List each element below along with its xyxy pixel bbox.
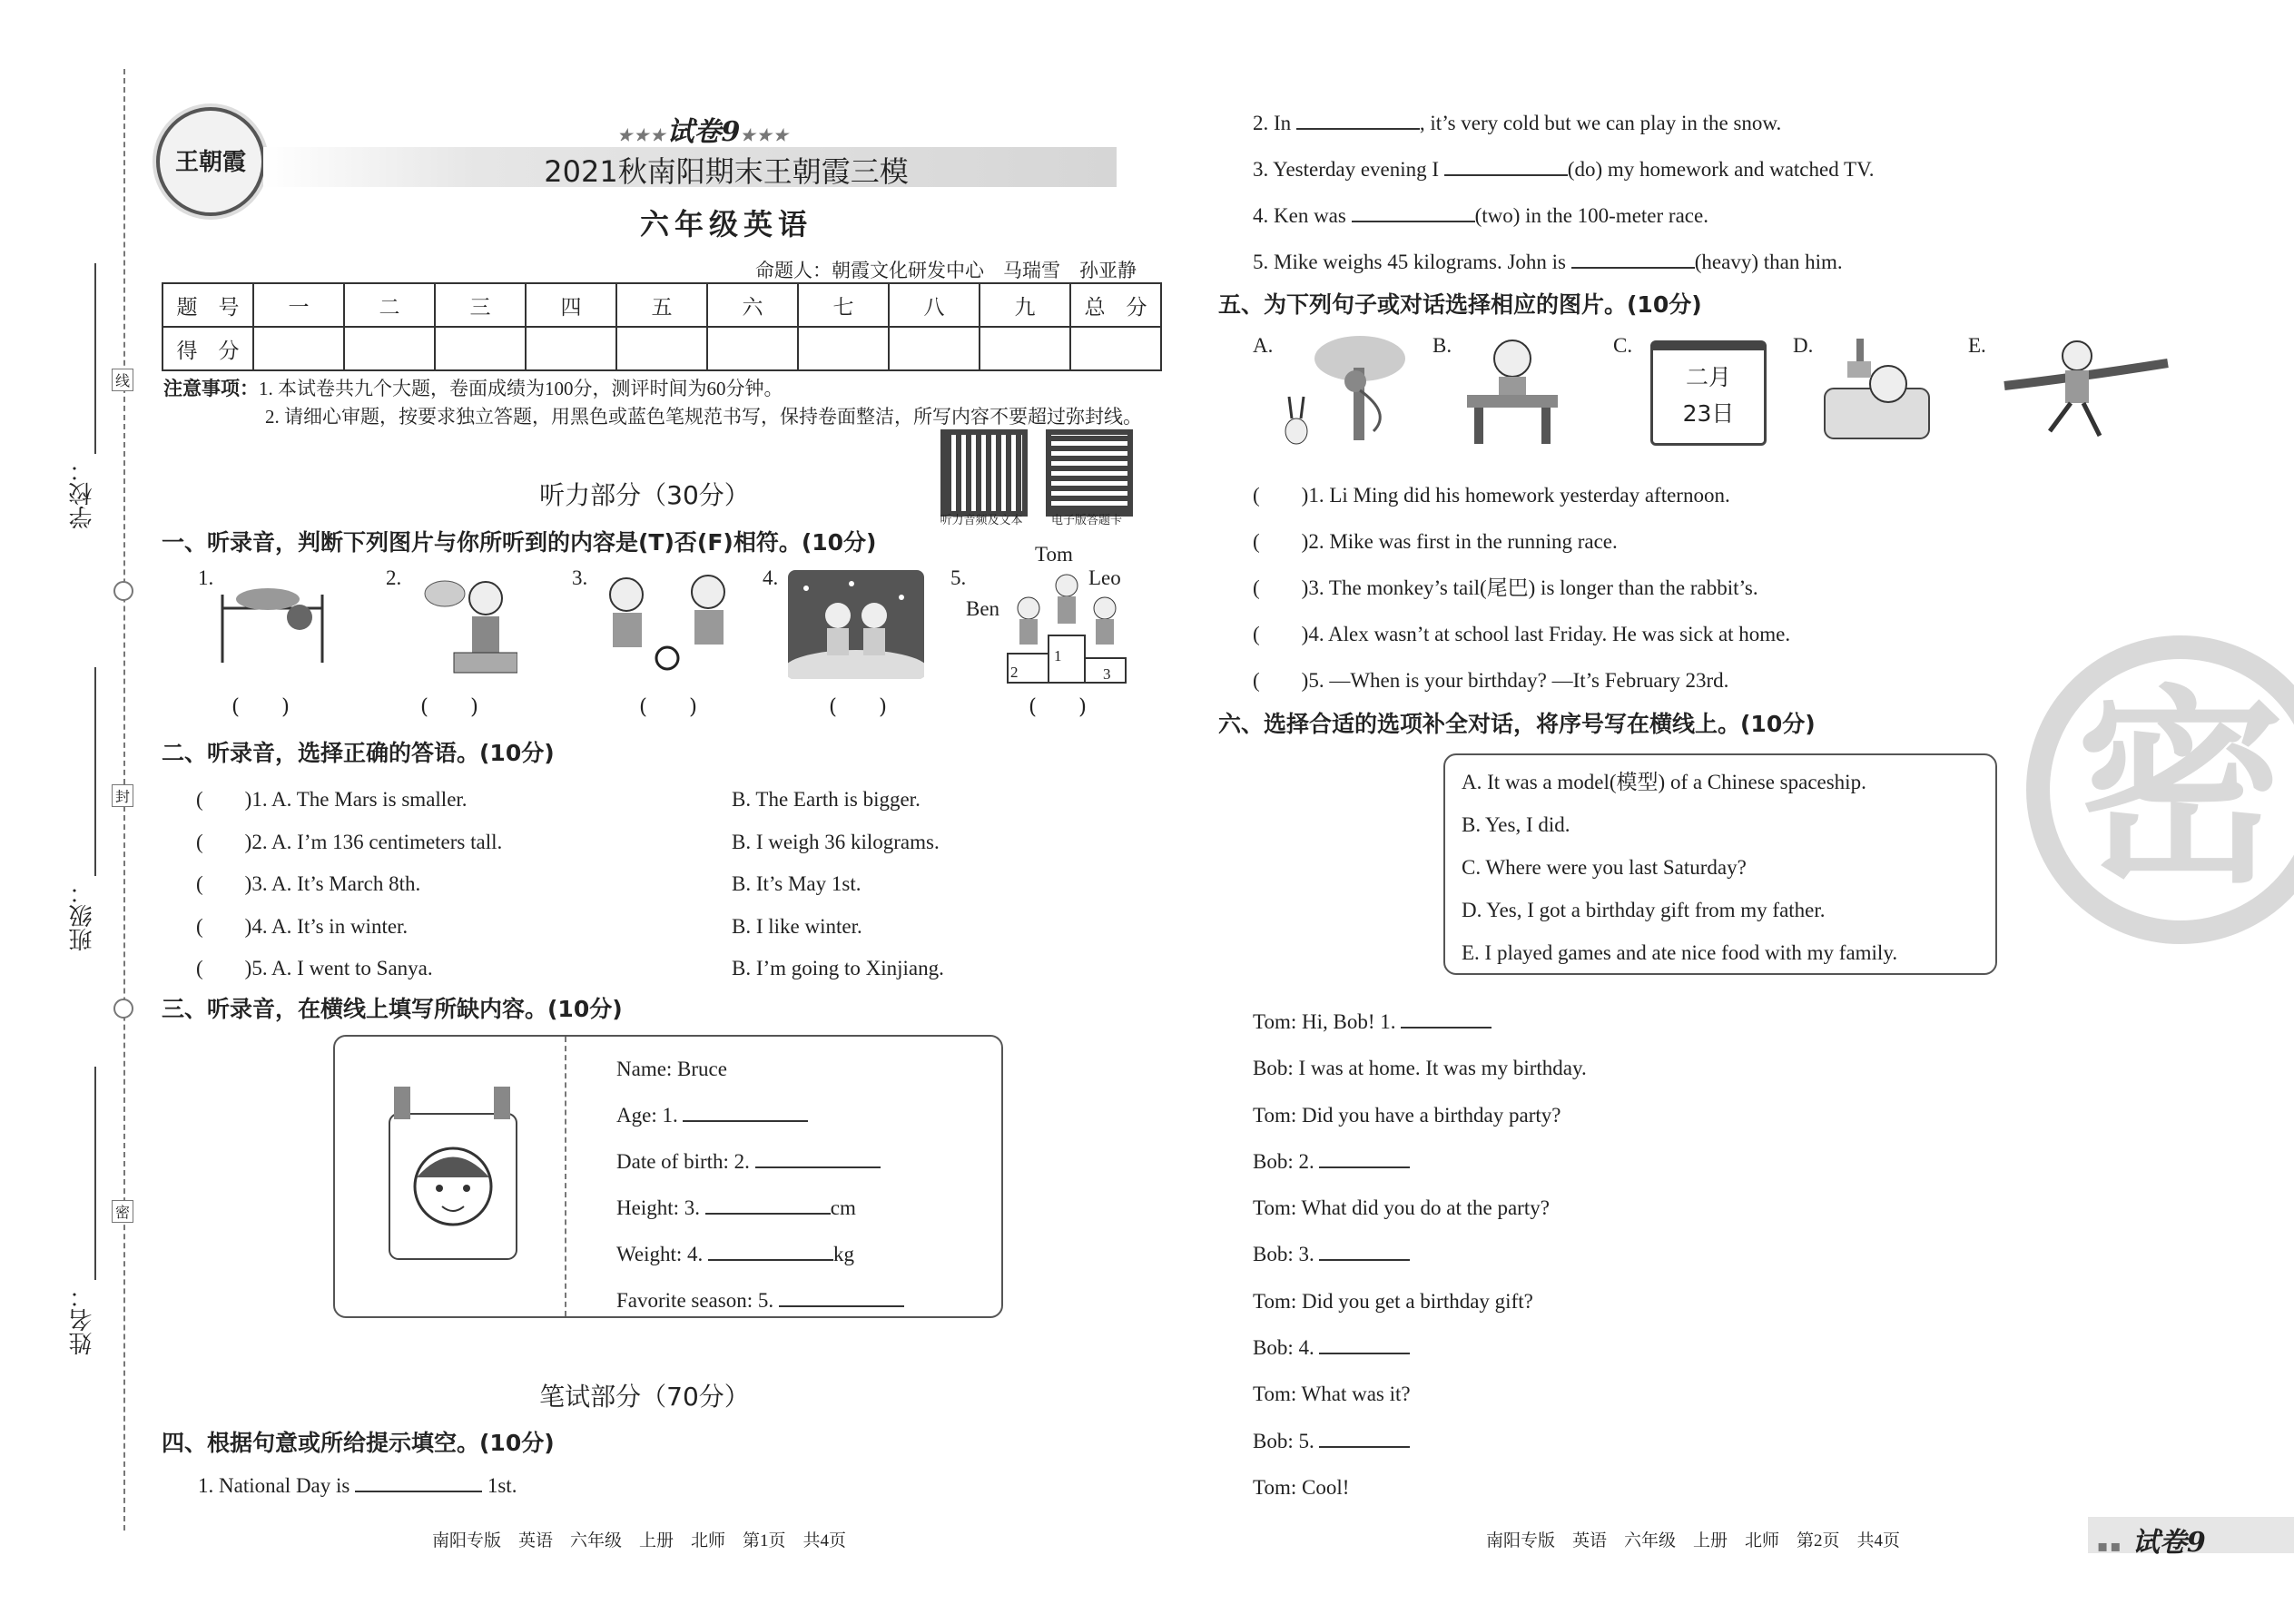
score-cell: 三 xyxy=(435,283,526,327)
dialog-text: Tom: Hi, Bob! 1. xyxy=(1253,1010,1396,1033)
footer-left: 南阳专版 英语 六年级 上册 北师 第1页 共4页 xyxy=(432,1531,847,1550)
qr-code-answer[interactable] xyxy=(1046,429,1133,517)
star-icon: ★★★ xyxy=(617,126,667,145)
sec4-q4-tail: (two) in the 100-meter race. xyxy=(1474,204,1708,227)
high-jump-picture xyxy=(213,563,331,672)
footer-tag xyxy=(2097,1520,2206,1560)
calendar-picture xyxy=(1650,340,1767,446)
footer-right: 南阳专版 英语 六年级 上册 北师 第2页 共4页 xyxy=(1486,1531,1901,1550)
section6-title: 六、选择合适的选项补全对话，将序号写在横线上。(10分) xyxy=(1218,711,1816,737)
sec4-q1 xyxy=(198,1471,517,1498)
qr-code-audio[interactable] xyxy=(940,429,1028,517)
score-input[interactable] xyxy=(1070,327,1161,370)
weight-blank[interactable] xyxy=(708,1239,833,1261)
dialog-line xyxy=(1253,1138,1587,1185)
dialog-line: Tom: Cool! xyxy=(1253,1475,1350,1499)
sec2-option-a[interactable]: ( )3. A. It’s March 8th. xyxy=(196,872,421,895)
sec4-q3 xyxy=(1253,146,1875,192)
option-b: B. Yes, I did. xyxy=(1462,813,1570,836)
boy-on-scale-picture xyxy=(409,566,517,680)
sec4-q4-text: 4. Ken was xyxy=(1253,204,1346,227)
sec2-option-a[interactable]: ( )1. A. The Mars is smaller. xyxy=(196,788,468,811)
section5-title: 五、为下列句子或对话选择相应的图片。(10分) xyxy=(1218,291,1702,318)
profile-age-row xyxy=(616,1092,904,1138)
monkey-rabbit-picture xyxy=(1274,331,1410,449)
sec4-right xyxy=(1253,100,1875,285)
sec5-item[interactable]: ( )3. The monkey’s tail(尾巴) is longer than the rabbit’s. xyxy=(1253,576,1758,599)
name-label: 姓名： xyxy=(69,1284,96,1355)
bruce-portrait-picture xyxy=(380,1087,526,1268)
score-value-row xyxy=(162,327,1161,370)
profile-age-label: Age: 1. xyxy=(616,1104,678,1127)
sec4-q2-text: 2. In xyxy=(1253,112,1292,134)
sec4-q2-tail: , it’s very cold but we can play in the snow. xyxy=(1419,112,1782,134)
subject-title: 六年级英语 xyxy=(639,207,812,241)
seal-mark-mi: 密 xyxy=(112,1200,133,1223)
sec2-option-a[interactable]: ( )2. A. I’m 136 centimeters tall. xyxy=(196,830,503,853)
podium-num-1: 1 xyxy=(1054,647,1062,664)
profile-season-label: Favorite season: 5. xyxy=(616,1289,774,1312)
sec5-label-d: D. xyxy=(1793,334,1814,357)
section1-title: 一、听录音，判断下列图片与你所听到的内容是(T)否(F)相符。(10分) xyxy=(162,529,877,556)
class-label: 班级： xyxy=(69,881,96,951)
score-cell: 二 xyxy=(344,283,435,327)
season-blank[interactable] xyxy=(779,1285,904,1307)
snowy-night-picture xyxy=(788,570,924,679)
sec2-row xyxy=(196,863,944,906)
notes-label: 注意事项： xyxy=(163,378,259,399)
watermark-text: 密 xyxy=(2075,669,2285,911)
sec5-item[interactable]: ( )4. Alex wasn’t at school last Friday. He was sick at home. xyxy=(1253,623,1791,645)
dialog-text: Bob: 5. xyxy=(1253,1429,1314,1452)
podium-name-left: Ben xyxy=(966,597,1000,620)
calendar-month: 二月 xyxy=(1685,364,1731,390)
notes xyxy=(163,375,1142,431)
score-table xyxy=(162,282,1162,371)
sec4-q5 xyxy=(1253,239,1875,285)
notes-line2: 2. 请细心审题，按要求独立答题，用黑色或蓝色笔规范书写，保持卷面整洁，所写内容不要超过弥封线。 xyxy=(265,406,1142,428)
score-cell-total: 总 分 xyxy=(1070,283,1161,327)
profile-fields xyxy=(616,1046,904,1324)
sec4-q1-blank[interactable] xyxy=(355,1471,482,1492)
score-cell-label: 得 分 xyxy=(162,327,253,370)
sec1-paren-3[interactable]: ( ) xyxy=(639,695,697,719)
score-cell: 九 xyxy=(980,283,1070,327)
sec4-q5-blank[interactable] xyxy=(1571,247,1695,269)
sec5-item[interactable]: ( )1. Li Ming did his homework yesterday afternoon. xyxy=(1253,484,1730,507)
sec5-label-a: A. xyxy=(1253,334,1274,357)
sec4-q2-blank[interactable] xyxy=(1296,108,1420,130)
score-cell: 八 xyxy=(889,283,980,327)
section2-list xyxy=(196,779,944,990)
sec2-option-b[interactable]: B. I’m going to Xinjiang. xyxy=(732,957,944,979)
height-unit: cm xyxy=(830,1196,856,1219)
sec5-list xyxy=(1253,472,1790,704)
dialog-text: Bob: 2. xyxy=(1253,1149,1314,1173)
sec1-paren-4[interactable]: ( ) xyxy=(829,695,887,719)
sec2-row xyxy=(196,906,944,949)
sec1-paren-5[interactable]: ( ) xyxy=(1029,695,1087,719)
square-icon: ▪▪ xyxy=(2097,1537,2123,1556)
footer-tag-text: 试卷9 xyxy=(2132,1527,2206,1559)
school-line xyxy=(94,263,96,454)
sec4-q2 xyxy=(1253,100,1875,146)
profile-dob-label: Date of birth: 2. xyxy=(616,1150,750,1173)
score-input[interactable] xyxy=(980,327,1070,370)
sec1-paren-2[interactable]: ( ) xyxy=(420,695,478,719)
option-a: A. It was a model(模型) of a Chinese spaceship. xyxy=(1462,771,1866,793)
score-input[interactable] xyxy=(707,327,798,370)
watermark-seal xyxy=(2026,635,2294,944)
sec1-item-2: 2. xyxy=(386,566,402,589)
dialog-line xyxy=(1253,1324,1587,1371)
class-line xyxy=(94,667,96,876)
score-input[interactable] xyxy=(798,327,889,370)
sec5-item[interactable]: ( )2. Mike was first in the running race. xyxy=(1253,530,1618,553)
profile-height-label: Height: 3. xyxy=(616,1196,700,1219)
score-cell: 六 xyxy=(707,283,798,327)
school-label: 学校： xyxy=(69,458,96,529)
option-c: C. Where were you last Saturday? xyxy=(1462,856,1747,879)
dialog-line: Tom: What was it? xyxy=(1253,1383,1411,1406)
score-input[interactable] xyxy=(435,327,526,370)
sec2-row xyxy=(196,948,944,990)
sec2-option-b[interactable]: B. It’s May 1st. xyxy=(732,872,861,895)
listening-title: 听力部分（30分） xyxy=(539,480,750,510)
homework-desk-picture xyxy=(1458,331,1567,449)
sec1-item-4: 4. xyxy=(763,566,779,589)
profile-weight-label: Weight: 4. xyxy=(616,1243,704,1265)
sec2-option-a[interactable]: ( )5. A. I went to Sanya. xyxy=(196,957,433,979)
score-input[interactable] xyxy=(344,327,435,370)
option-d: D. Yes, I got a birthday gift from my father. xyxy=(1462,899,1826,921)
sec4-q1-text: 1. National Day is xyxy=(198,1474,350,1497)
sec5-label-c: C. xyxy=(1613,334,1633,357)
podium-picture xyxy=(1003,567,1130,685)
running-race-picture xyxy=(2000,336,2172,445)
sec2-option-b[interactable]: B. I like winter. xyxy=(732,914,862,938)
height-blank[interactable] xyxy=(705,1193,831,1215)
profile-weight-row xyxy=(616,1231,904,1277)
score-cell: 七 xyxy=(798,283,889,327)
podium-name-right: Leo xyxy=(1088,566,1121,589)
age-blank[interactable] xyxy=(683,1100,808,1122)
dialog-line: Tom: Did you have a birthday party? xyxy=(1253,1103,1561,1127)
score-input[interactable] xyxy=(616,327,707,370)
seal-mark-xian: 线 xyxy=(112,369,133,391)
option-e: E. I played games and ate nice food with my family. xyxy=(1462,941,1898,964)
dialog-blank-1[interactable] xyxy=(1401,1007,1492,1029)
profile-season-row xyxy=(616,1277,904,1324)
score-input[interactable] xyxy=(253,327,344,370)
sec5-label-e: E. xyxy=(1968,334,1986,357)
section4-title: 四、根据句意或所给提示填空。(10分) xyxy=(162,1430,555,1456)
sec2-option-a[interactable]: ( )4. A. It’s in winter. xyxy=(196,914,409,938)
score-cell-label: 题 号 xyxy=(162,283,253,327)
sec2-row xyxy=(196,822,944,864)
dialog-line: Tom: Did you get a birthday gift? xyxy=(1253,1289,1533,1313)
sec4-q4-blank[interactable] xyxy=(1352,201,1475,222)
sick-in-bed-picture xyxy=(1820,334,1934,448)
profile-name: Name: Bruce xyxy=(616,1058,727,1080)
dialog-text: Bob: 3. xyxy=(1253,1243,1314,1266)
score-cell: 一 xyxy=(253,283,344,327)
notes-line1: 1. 本试卷共九个大题，卷面成绩为100分，测评时间为60分钟。 xyxy=(259,378,783,399)
profile-card xyxy=(333,1035,1003,1318)
profile-height-row xyxy=(616,1185,904,1231)
score-header-row xyxy=(162,283,1161,327)
section2-title: 二、听录音，选择正确的答语。(10分) xyxy=(162,740,555,766)
sec1-item-3: 3. xyxy=(572,566,588,589)
card-divider xyxy=(565,1037,566,1316)
score-cell: 五 xyxy=(616,283,707,327)
dialog-blank-3[interactable] xyxy=(1319,1239,1410,1261)
sec5-item[interactable]: ( )5. —When is your birthday? —It’s February 23rd. xyxy=(1253,669,1729,692)
logo-text: 王朝霞 xyxy=(174,149,246,176)
sec4-q5-text: 5. Mike weighs 45 kilograms. John is xyxy=(1253,251,1566,273)
authors-line: 命题人：朝霞文化研发中心 马瑞雪 孙亚静 xyxy=(755,260,1137,281)
dialog-line xyxy=(1253,999,1587,1045)
paper-tag xyxy=(613,109,794,149)
logo-badge xyxy=(156,107,265,216)
qr-caption-answer: 电子版答题卡 xyxy=(1050,513,1122,527)
score-input[interactable] xyxy=(889,327,980,370)
sec4-q5-tail: (heavy) than him. xyxy=(1694,251,1843,273)
sec1-item-5: 5. xyxy=(950,566,967,589)
score-input[interactable] xyxy=(526,327,616,370)
sec2-option-b[interactable]: B. I weigh 36 kilograms. xyxy=(732,830,940,853)
sec4-q4 xyxy=(1253,192,1875,239)
written-title: 笔试部分（70分） xyxy=(539,1382,750,1412)
paper-tag-text: 试卷9 xyxy=(666,116,741,148)
sec4-q1-tail: 1st. xyxy=(487,1474,517,1497)
dialog-blank-2[interactable] xyxy=(1319,1147,1410,1168)
exam-title: 2021秋南阳期末王朝霞三模 xyxy=(544,154,909,189)
sec2-option-b[interactable]: B. The Earth is bigger. xyxy=(732,788,921,811)
sec4-q3-text: 3. Yesterday evening I xyxy=(1253,158,1440,181)
dialog-blank-5[interactable] xyxy=(1319,1426,1410,1448)
sec5-label-b: B. xyxy=(1433,334,1452,357)
sec2-row xyxy=(196,779,944,822)
name-line xyxy=(94,1067,96,1280)
dialog-line: Tom: What did you do at the party? xyxy=(1253,1196,1550,1220)
podium-num-2: 2 xyxy=(1010,664,1019,681)
seal-mark-feng: 封 xyxy=(112,784,133,807)
sec1-paren-1[interactable]: ( ) xyxy=(231,695,290,719)
hole-icon xyxy=(113,999,133,1019)
boys-football-picture xyxy=(590,572,744,676)
qr-caption-audio: 听力音频及文本 xyxy=(940,513,1023,527)
dob-blank[interactable] xyxy=(755,1147,881,1168)
dialog xyxy=(1253,999,1587,1511)
hole-icon xyxy=(113,581,133,601)
sec1-item-1: 1. xyxy=(198,566,214,589)
podium-name-top: Tom xyxy=(1035,543,1073,566)
dialog-line: Bob: I was at home. It was my birthday. xyxy=(1253,1057,1587,1080)
profile-dob-row xyxy=(616,1138,904,1185)
section3-title: 三、听录音，在横线上填写所缺内容。(10分) xyxy=(162,996,623,1022)
weight-unit: kg xyxy=(833,1243,854,1265)
calendar-day: 23日 xyxy=(1682,400,1735,427)
dialog-text: Bob: 4. xyxy=(1253,1336,1314,1360)
sec4-q3-tail: (do) my homework and watched TV. xyxy=(1567,158,1875,181)
score-cell: 四 xyxy=(526,283,616,327)
sec4-q3-blank[interactable] xyxy=(1444,154,1568,176)
dialog-line xyxy=(1253,1418,1587,1464)
options-box xyxy=(1443,753,1997,975)
dialog-blank-4[interactable] xyxy=(1319,1333,1410,1354)
podium-num-3: 3 xyxy=(1103,665,1111,683)
dialog-line xyxy=(1253,1231,1587,1277)
star-icon: ★★★ xyxy=(740,126,790,145)
